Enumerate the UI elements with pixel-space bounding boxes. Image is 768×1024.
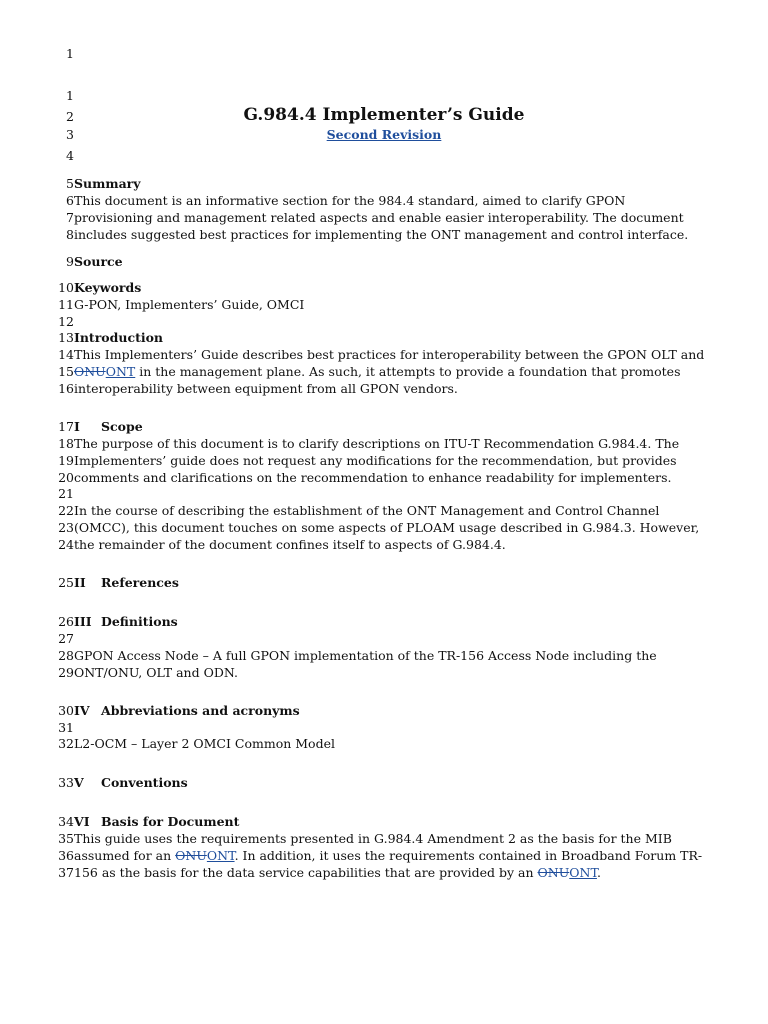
scope-text: Implementers’ guide does not request any modifications for the recommendation, but provides xyxy=(74,453,677,468)
conventions-heading: Conventions xyxy=(101,775,188,790)
line-number: 3 xyxy=(66,127,74,142)
basis-line xyxy=(56,830,728,847)
definitions-heading: Definitions xyxy=(101,614,178,629)
intro-text: interoperability between equipment from all GPON vendors. xyxy=(74,381,458,396)
intro-heading: Introduction xyxy=(74,330,164,345)
line-number: 20 xyxy=(58,470,74,485)
scope-line xyxy=(56,485,728,502)
scope-line xyxy=(56,469,728,486)
scope-text: the remainder of the document confines itself to aspects of G.984.4. xyxy=(74,537,506,552)
line-number: 13 xyxy=(58,330,74,345)
scope-heading: Scope xyxy=(101,419,143,434)
line-4 xyxy=(56,147,728,164)
keywords-text: G-PON, Implementers’ Guide, OMCI xyxy=(74,297,305,312)
line-number: 21 xyxy=(58,486,74,501)
intro-text: in the management plane. As such, it attempts to provide a foundation that promotes xyxy=(135,364,681,379)
definitions-heading-line xyxy=(56,613,728,630)
line-number: 23 xyxy=(58,520,74,535)
scope-text: The purpose of this document is to clarify descriptions on ITU-T Recommendation G.984.4. The xyxy=(74,436,680,451)
line-number: 15 xyxy=(58,364,74,379)
line-number: 30 xyxy=(58,703,74,718)
line-number: 6 xyxy=(66,193,74,208)
line-number: 27 xyxy=(58,631,74,646)
deleted-text: ONU xyxy=(74,364,106,379)
scope-line xyxy=(56,536,728,553)
references-heading: References xyxy=(101,575,179,590)
line-number: 11 xyxy=(58,297,74,312)
line-number: 33 xyxy=(58,775,74,790)
line-1 xyxy=(56,45,728,62)
line-number: 28 xyxy=(58,648,74,663)
definitions-line xyxy=(56,664,728,681)
line-number: 24 xyxy=(58,537,74,552)
line-number: 22 xyxy=(58,503,74,518)
section-number: III xyxy=(74,614,92,629)
definitions-line xyxy=(56,647,728,664)
references-heading-line xyxy=(56,574,728,591)
line-number: 26 xyxy=(58,614,74,629)
conventions-heading-line xyxy=(56,774,728,791)
line-number: 1 xyxy=(66,46,74,61)
basis-text: assumed for an xyxy=(74,848,176,863)
basis-heading: Basis for Document xyxy=(101,814,240,829)
inserted-text: ONT xyxy=(206,848,235,863)
inserted-text: ONT xyxy=(569,865,597,880)
deleted-text: ONU xyxy=(175,848,207,863)
intro-text: This Implementers’ Guide describes best practices for interoperability between the GPON OLT and xyxy=(74,347,705,362)
summary-line xyxy=(56,209,728,226)
line-number: 1 xyxy=(66,88,74,103)
scope-line xyxy=(56,519,728,536)
summary-heading-line xyxy=(56,175,728,192)
abbreviations-line xyxy=(56,735,728,752)
source-heading: Source xyxy=(74,254,123,269)
keywords-heading-line xyxy=(56,279,728,296)
line-number: 16 xyxy=(58,381,74,396)
section-number: IV xyxy=(74,703,90,718)
revision-subtitle: Second Revision xyxy=(326,127,442,142)
line-number: 19 xyxy=(58,453,74,468)
keywords-heading: Keywords xyxy=(74,280,142,295)
source-heading-line xyxy=(56,253,728,270)
scope-line xyxy=(56,502,728,519)
intro-heading-line xyxy=(56,329,728,346)
line-number: 29 xyxy=(58,665,74,680)
keywords-line xyxy=(56,296,728,313)
basis-text: This guide uses the requirements presented in G.984.4 Amendment 2 as the basis for the MIB xyxy=(74,831,672,846)
line-number: 36 xyxy=(58,848,74,863)
line-number: 18 xyxy=(58,436,74,451)
inserted-text: ONT xyxy=(105,364,136,379)
scope-line xyxy=(56,452,728,469)
deleted-text: ONU xyxy=(537,865,570,880)
line-12 xyxy=(56,313,728,330)
definitions-line xyxy=(56,630,728,647)
line-number: 34 xyxy=(58,814,74,829)
summary-text: includes suggested best practices for implementing the ONT management and control interface. xyxy=(74,227,689,242)
line-number: 4 xyxy=(66,148,74,163)
section-number: V xyxy=(74,775,84,790)
section-number: VI xyxy=(74,814,90,829)
basis-line xyxy=(56,864,728,881)
line-number: 2 xyxy=(66,109,74,124)
definitions-text: ONT/ONU, OLT and ODN. xyxy=(74,665,238,680)
line-number: 5 xyxy=(66,176,74,191)
section-number: I xyxy=(74,419,80,434)
page-title: G.984.4 Implementer’s Guide xyxy=(243,105,525,125)
definitions-text: GPON Access Node – A full GPON implementation of the TR-156 Access Node including the xyxy=(74,648,657,663)
basis-line xyxy=(56,847,728,864)
intro-line xyxy=(56,380,728,397)
line-number: 12 xyxy=(58,314,74,329)
abbreviations-heading: Abbreviations and acronyms xyxy=(101,703,300,718)
line-number: 35 xyxy=(58,831,74,846)
intro-line xyxy=(56,346,728,363)
basis-text: . In addition, it uses the requirements contained in Broadband Forum TR- xyxy=(234,848,703,863)
intro-line xyxy=(56,363,728,380)
line-number: 32 xyxy=(58,736,74,751)
scope-text: (OMCC), this document touches on some aspects of PLOAM usage described in G.984.3. However, xyxy=(74,520,700,535)
scope-text: In the course of describing the establishment of the ONT Management and Control Channel xyxy=(74,503,660,518)
line-1b xyxy=(56,87,728,104)
summary-text: provisioning and management related aspects and enable easier interoperability. The document xyxy=(74,210,684,225)
abbreviations-text: L2-OCM – Layer 2 OMCI Common Model xyxy=(74,736,335,751)
basis-text: 156 as the basis for the data service capabilities that are provided by an xyxy=(74,865,538,880)
line-number: 25 xyxy=(58,575,74,590)
scope-text: comments and clarifications on the recommendation to enhance readability for implementers. xyxy=(74,470,672,485)
summary-heading: Summary xyxy=(74,176,141,191)
summary-line xyxy=(56,226,728,243)
line-number: 17 xyxy=(58,419,74,434)
summary-text: This document is an informative section for the 984.4 standard, aimed to clarify GPON xyxy=(74,193,626,208)
section-number: II xyxy=(74,575,86,590)
scope-heading-line xyxy=(56,418,728,435)
scope-line xyxy=(56,435,728,452)
abbreviations-line xyxy=(56,719,728,736)
line-number: 10 xyxy=(58,280,74,295)
basis-text: . xyxy=(596,865,601,880)
line-number: 14 xyxy=(58,347,74,362)
basis-heading-line xyxy=(56,813,728,830)
summary-line xyxy=(56,192,728,209)
line-number: 31 xyxy=(58,720,74,735)
line-number: 9 xyxy=(66,254,74,269)
abbreviations-heading-line xyxy=(56,702,728,719)
line-number: 37 xyxy=(58,865,74,880)
line-number: 7 xyxy=(66,210,74,225)
line-number: 8 xyxy=(66,227,74,242)
